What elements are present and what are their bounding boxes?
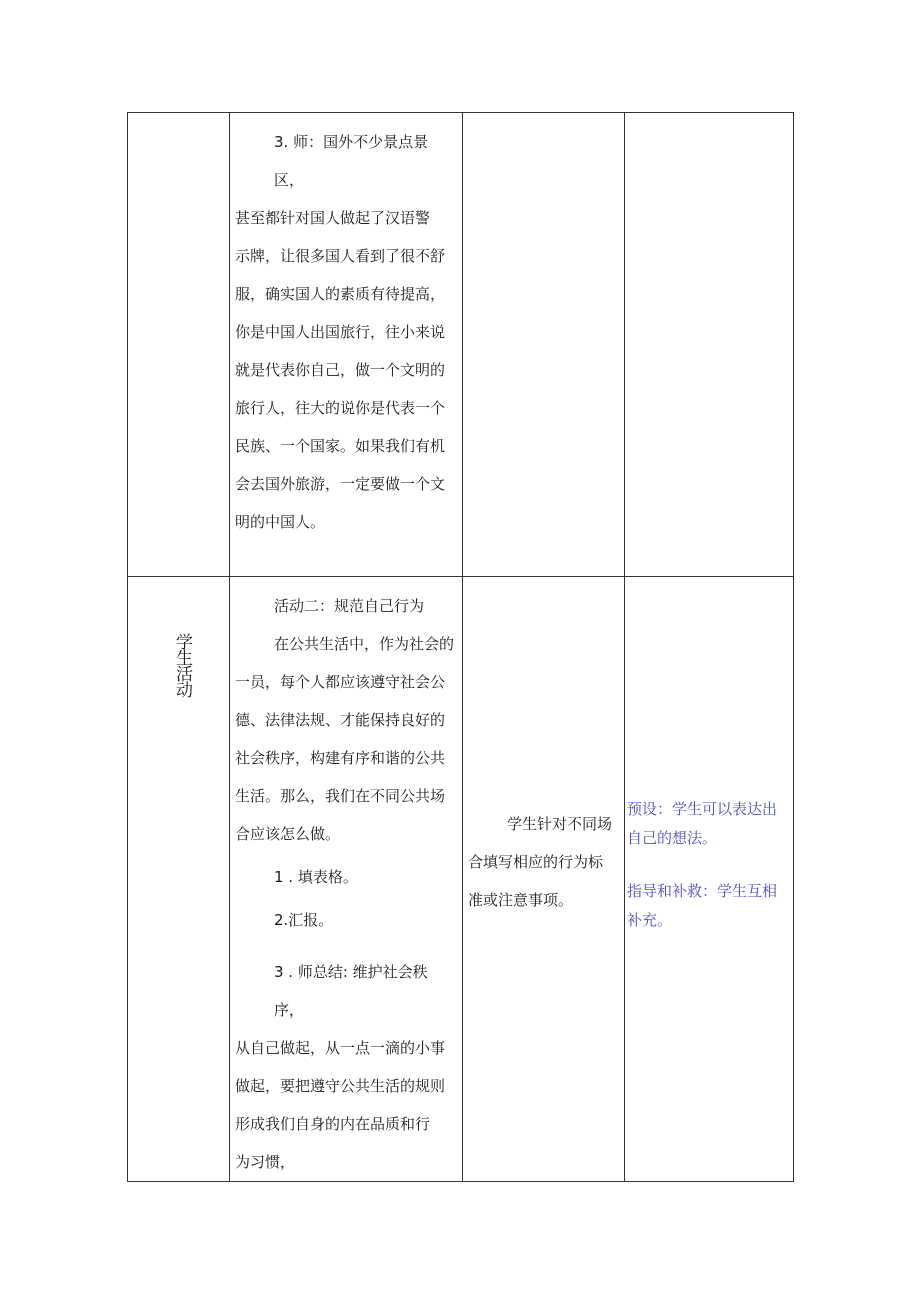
table-row [128,113,794,577]
text-line: 从自己做起，从一点一滴的小事 [235,1039,446,1057]
row1-student-cell [463,113,625,577]
row1-content-cell [230,113,463,577]
text-line: 就是代表你自己，做一个文明的 [235,361,446,379]
activity-block [230,577,462,1181]
row2-label-cell [128,577,230,1182]
text-line: 为习惯， [235,1153,296,1171]
text-line: 民族、一个国家。如果我们有机 [235,437,446,455]
activity-title: 活动二：规范自己行为 [274,597,425,615]
text-line: 明的中国人。 [235,513,326,531]
text-line: 合应该怎么做。 [235,825,341,843]
section-label-wrap [128,577,229,1181]
text-line: 社会秩序，构建有序和谐的公共 [235,749,446,767]
text-line: 合填写相应的行为标 [468,853,604,871]
student-activity-text [463,805,624,919]
text-line: 做起，要把遵守公共生活的规则 [235,1077,446,1095]
section-label: 学生活动 [172,633,192,697]
step-report: 2.汇报。 [274,911,334,929]
table-row [128,577,794,1182]
text-line: 示牌，让很多国人看到了很不舒 [235,247,446,265]
text-line: 服，确实国人的素质有待提高， [235,285,446,303]
text-line: 你是中国人出国旅行，往小来说 [235,323,446,341]
text-line: 学生针对不同场 [507,815,613,833]
text-line: 生活。那么，我们在不同公共场 [235,787,446,805]
row1-label-cell [128,113,230,577]
step-fill-table: 1 . 填表格。 [274,868,358,886]
text-line: 甚至都针对国人做起了汉语警 [235,209,431,227]
lesson-plan-table [127,112,794,1182]
text-line: 形成我们自身的内在品质和行 [235,1115,431,1133]
text-line: 3. 师：国外不少景点景区， [274,133,429,189]
preset-note: 预设：学生可以表达出自己的想法。 [627,800,778,847]
text-line: 一员，每个人都应该遵守社会公 [235,673,446,691]
text-line: 3 . 师总结: 维护社会秩序， [274,963,428,1019]
text-line: 旅行人，往大的说你是代表一个 [235,399,446,417]
text-line: 会去国外旅游，一定要做一个文 [235,475,446,493]
guidance-note: 指导和补救：学生互相补充。 [627,882,778,929]
design-notes [625,795,793,935]
row2-content-cell [230,577,463,1182]
text-line: 准或注意事项。 [468,891,574,909]
text-line: 在公共生活中，作为社会的 [274,635,455,653]
row1-note-cell [625,113,794,577]
teacher-remark-block [230,113,462,541]
row2-student-cell [463,577,625,1182]
text-line: 德、法律法规、才能保持良好的 [235,711,446,729]
row2-note-cell [625,577,794,1182]
